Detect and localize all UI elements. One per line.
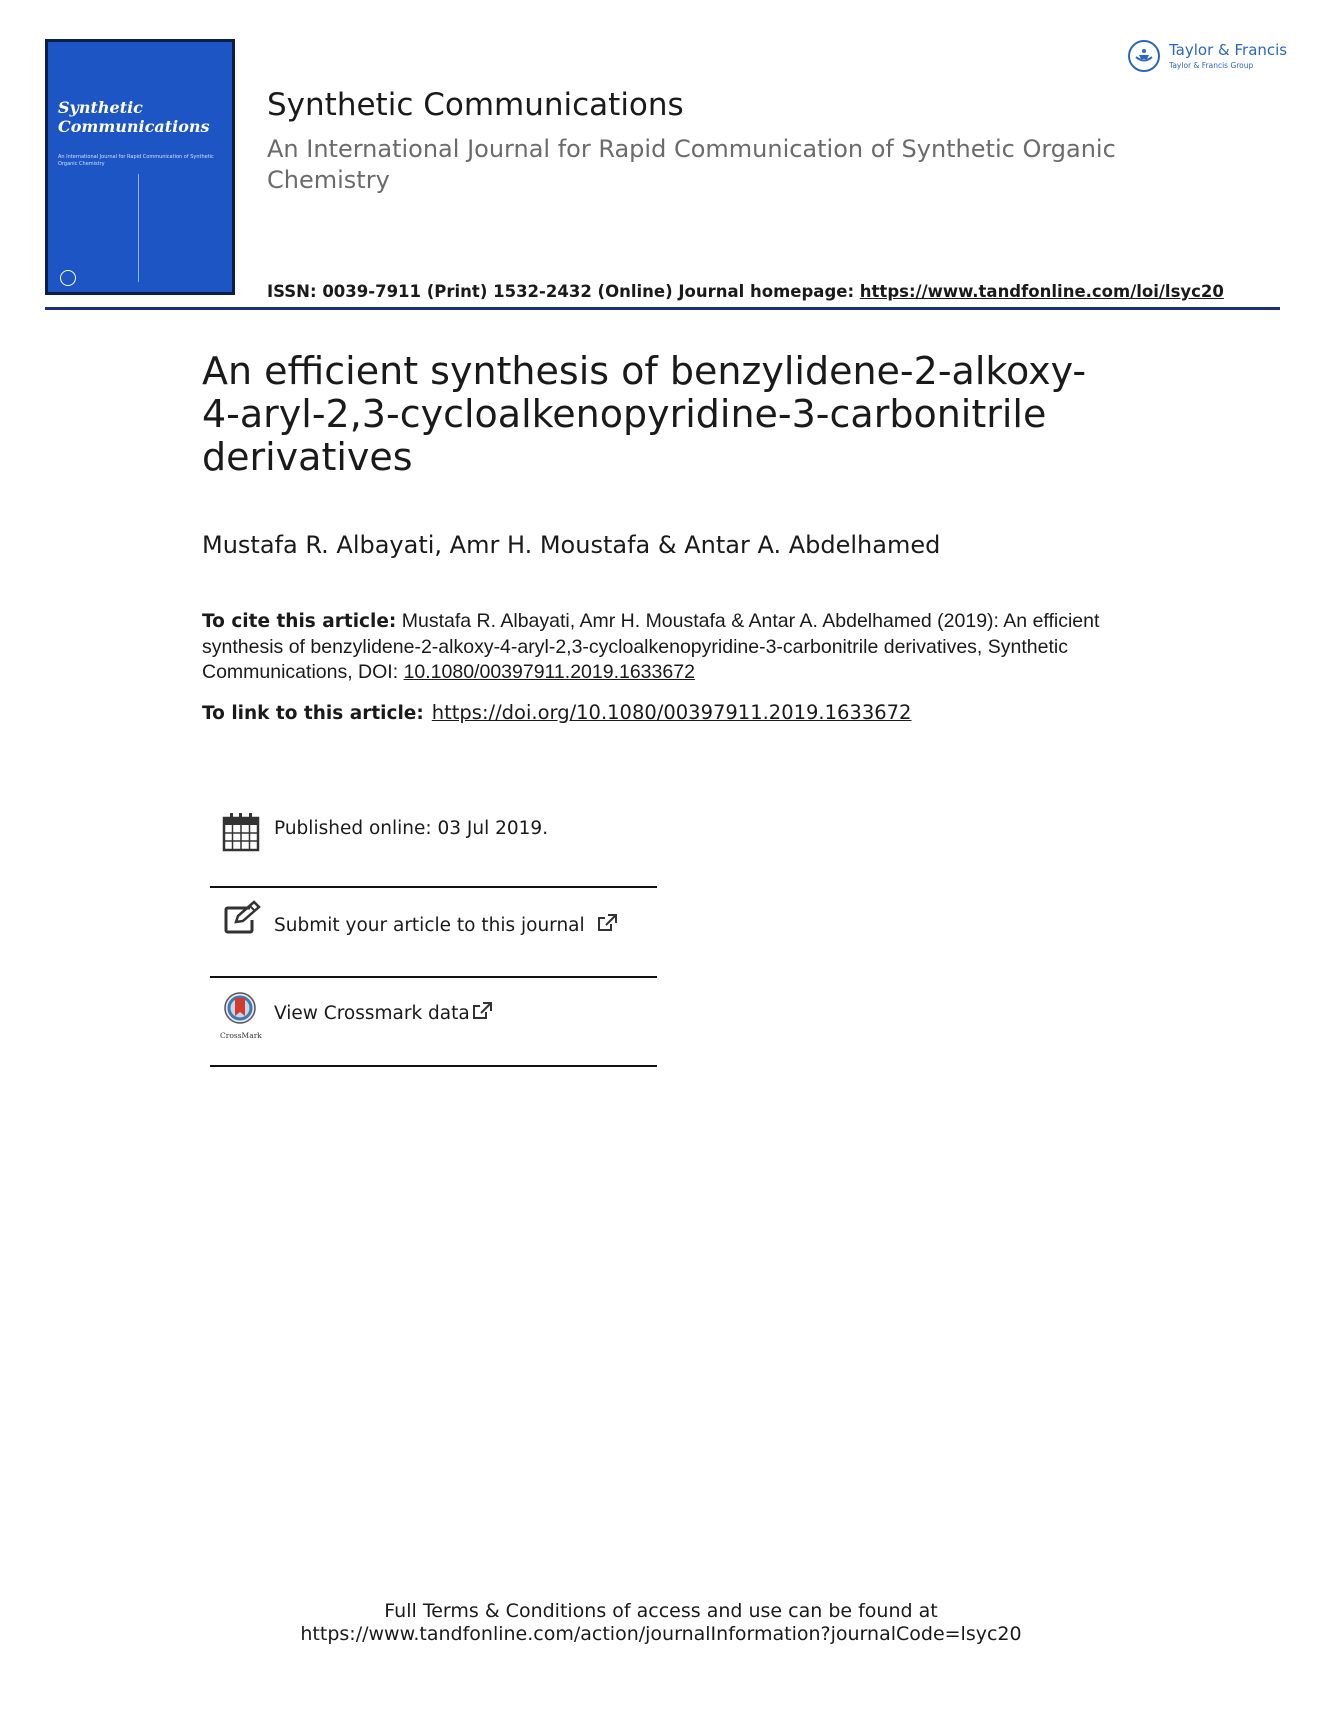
cover-publisher-logo [60,270,76,286]
citation-label: To cite this article: [202,611,397,632]
crossmark-row[interactable] [210,990,657,1050]
citation-doi-link[interactable]: 10.1080/00397911.2019.1633672 [403,661,695,683]
info-divider [210,1065,657,1067]
header-divider [45,307,1280,310]
crossmark-icon [220,992,260,1034]
external-link-icon [597,914,617,932]
submit-article-link[interactable] [274,914,617,936]
crossmark-text: View Crossmark data [274,1003,470,1024]
journal-subtitle: An International Journal for Rapid Communication of Synthetic Organic Chemistry [267,135,1116,194]
external-link-icon [472,1002,492,1020]
submit-article-text: Submit your article to this journal [274,915,585,936]
crossmark-link[interactable] [274,1002,492,1024]
citation-text: Mustafa R. Albayati, Amr H. Moustafa & Antar A. Abdelhamed (2019): An efficient synthesis of benzylidene-2-alkoxy-4-aryl-2,3-cycloalkenopyridine-3-carbonitrile derivatives, Synthetic Communications, DOI: [202,610,1100,683]
published-online-text: Published online: 03 Jul 2019. [274,818,549,839]
footer-terms [0,1600,1322,1646]
issn-line [267,282,1224,301]
footer-line1: Full Terms & Conditions of access and use can be found at [384,1600,938,1622]
article-title: An efficient synthesis of benzylidene-2-alkoxy-4-aryl-2,3-cycloalkenopyridine-3-carbonitrile derivatives [202,349,1087,479]
publisher-name: Taylor & Francis [1169,41,1288,59]
article-authors: Mustafa R. Albayati, Amr H. Moustafa & Antar A. Abdelhamed [202,531,941,559]
publisher-group: Taylor & Francis Group [1169,61,1254,70]
info-divider [210,976,657,978]
edit-icon [222,900,262,936]
journal-homepage-link[interactable]: https://www.tandfonline.com/loi/lsyc20 [859,282,1224,301]
cover-title [58,98,210,136]
article-link-row [202,701,911,724]
issn-text: ISSN: 0039-7911 (Print) 1532-2432 (Online) Journal homepage: [267,282,860,301]
cover-title-line1: Synthetic [58,98,143,117]
journal-cover-image [45,39,235,295]
cover-subtitle: An International Journal for Rapid Communication of Synthetic Organic Chemistry [58,154,214,167]
citation-block [202,609,1142,686]
publisher-logo-icon [1128,40,1160,72]
published-online-row [210,812,657,872]
publisher-logo[interactable] [1128,38,1288,78]
cover-divider [138,174,139,282]
footer-terms-link[interactable]: https://www.tandfonline.com/action/journalInformation?journalCode=lsyc20 [300,1623,1022,1645]
cover-title-line2: Communications [58,117,210,136]
info-divider [210,886,657,888]
article-doi-link[interactable]: https://doi.org/10.1080/00397911.2019.1633672 [431,701,912,724]
journal-title[interactable]: Synthetic Communications [267,87,684,123]
article-link-label: To link to this article: [202,703,424,724]
crossmark-logo-text: CrossMark [220,1031,262,1040]
calendar-icon [222,812,260,852]
submit-article-row[interactable] [210,900,657,960]
